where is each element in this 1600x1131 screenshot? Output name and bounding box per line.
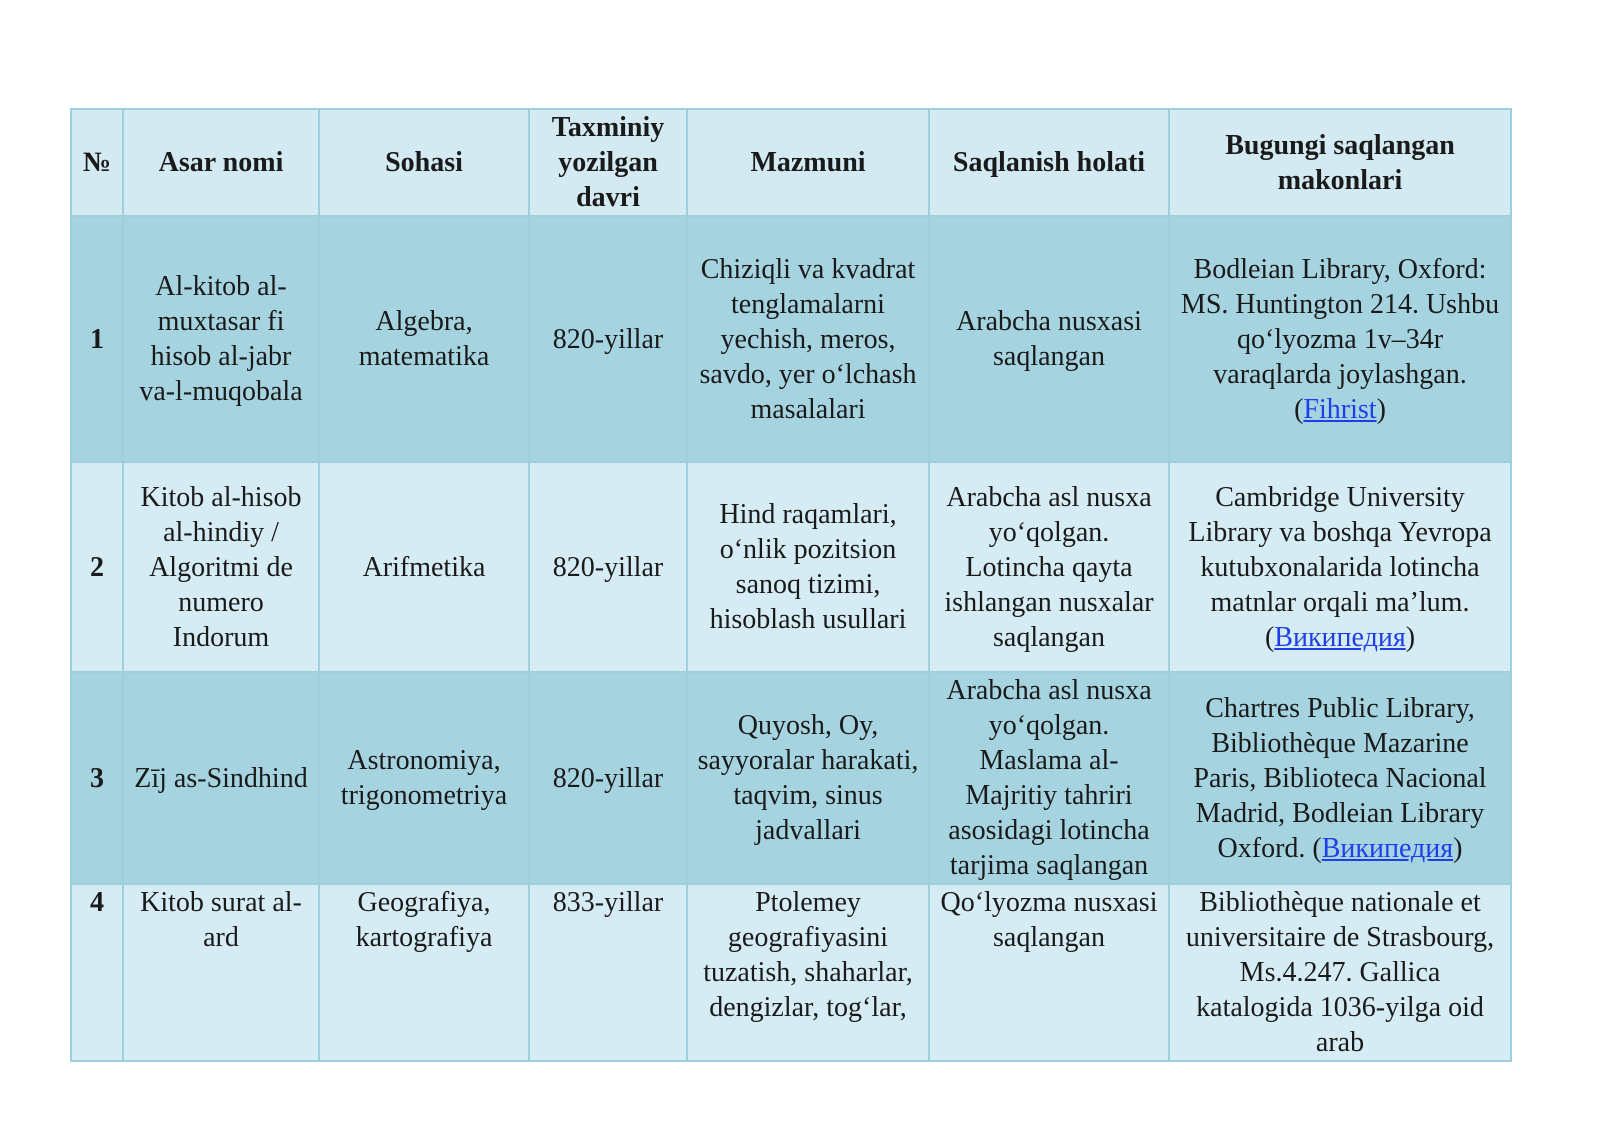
header-name: Asar nomi <box>123 109 319 216</box>
work-content: Hind raqamlari, o‘nlik pozitsion sanoq tizimi, hisoblash usullari <box>687 462 929 672</box>
work-field: Geografiya, kartografiya <box>319 884 529 1061</box>
header-row <box>71 109 1511 216</box>
table-row <box>71 884 1511 1061</box>
table-row <box>71 672 1511 884</box>
header-field: Sohasi <box>319 109 529 216</box>
locations-text: Bodleian Library, Oxford: MS. Huntington 214. Ushbu qo‘lyozma 1v–34r varaqlarda joylashgan. ( <box>1180 253 1500 425</box>
work-content: Quyosh, Oy, sayyoralar harakati, taqvim, sinus jadvallari <box>687 672 929 884</box>
row-number: 1 <box>71 216 123 462</box>
locations-text: Chartres Public Library, Bibliothèque Mazarine Paris, Biblioteca Nacional Madrid, Bodleian Library Oxford. ( <box>1193 692 1487 864</box>
work-locations <box>1169 672 1511 884</box>
works-table <box>70 108 1512 1062</box>
table-row <box>71 216 1511 462</box>
work-locations <box>1169 884 1511 1061</box>
header-content: Mazmuni <box>687 109 929 216</box>
locations-end: ) <box>1405 621 1416 653</box>
work-locations <box>1169 462 1511 672</box>
work-name: Zīj as-Sindhind <box>123 672 319 884</box>
header-period: Taxminiy yozilgan davri <box>529 109 687 216</box>
work-field: Arifmetika <box>319 462 529 672</box>
work-period: 820-yillar <box>529 672 687 884</box>
table-row <box>71 462 1511 672</box>
works-table-container <box>70 108 1510 1062</box>
wikipedia-link[interactable]: Википедия <box>1274 621 1406 653</box>
work-content: Ptolemey geografiyasini tuzatish, shaharlar, dengizlar, tog‘lar, <box>687 884 929 1061</box>
header-num: № <box>71 109 123 216</box>
work-locations <box>1169 216 1511 462</box>
locations-end: ) <box>1376 393 1386 425</box>
header-locations: Bugungi saqlangan makonlari <box>1169 109 1511 216</box>
work-period: 833-yillar <box>529 884 687 1061</box>
work-field: Algebra, matematika <box>319 216 529 462</box>
locations-end: ) <box>1453 832 1463 864</box>
row-number: 3 <box>71 672 123 884</box>
fihrist-link[interactable]: Fihrist <box>1303 393 1377 425</box>
work-status: Arabcha asl nusxa yo‘qolgan. Lotincha qayta ishlangan nusxalar saqlangan <box>929 462 1169 672</box>
work-status: Qo‘lyozma nusxasi saqlangan <box>929 884 1169 1061</box>
header-status: Saqlanish holati <box>929 109 1169 216</box>
work-content: Chiziqli va kvadrat tenglamalarni yechish, meros, savdo, yer o‘lchash masalalari <box>687 216 929 462</box>
work-status: Arabcha nusxasi saqlangan <box>929 216 1169 462</box>
work-name: Al-kitob al-muxtasar fi hisob al-jabr va-l-muqobala <box>123 216 319 462</box>
work-name: Kitob surat al-ard <box>123 884 319 1061</box>
locations-text: Bibliothèque nationale et universitaire de Strasbourg, Ms.4.247. Gallica katalogida 1036-yilga oid arab <box>1185 887 1495 1058</box>
work-name: Kitob al-hisob al-hindiy / Algoritmi de numero Indorum <box>123 462 319 672</box>
work-period: 820-yillar <box>529 216 687 462</box>
locations-text: Cambridge University Library va boshqa Yevropa kutubxonalarida lotincha matnlar orqali ma’lum. ( <box>1188 481 1492 653</box>
row-number: 4 <box>71 884 123 1061</box>
wikipedia-link[interactable]: Википедия <box>1321 832 1454 864</box>
work-period: 820-yillar <box>529 462 687 672</box>
work-status: Arabcha asl nusxa yo‘qolgan. Maslama al-Majritiy tahriri asosidagi lotincha tarjima saqlangan <box>929 672 1169 884</box>
work-field: Astronomiya, trigonometriya <box>319 672 529 884</box>
row-number: 2 <box>71 462 123 672</box>
